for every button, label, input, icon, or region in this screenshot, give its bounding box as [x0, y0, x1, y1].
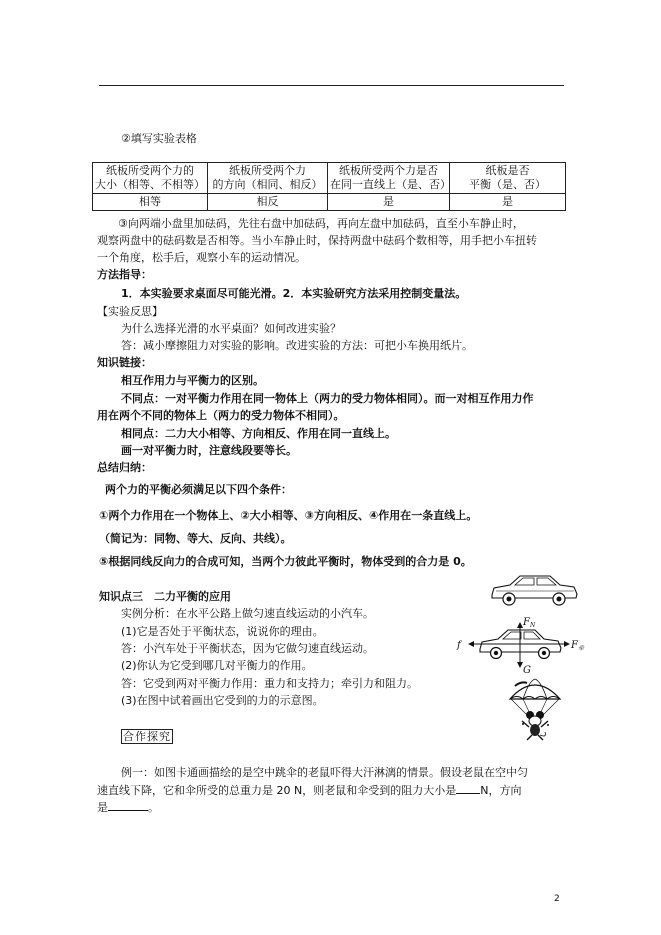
summary-five: ⑤根据同线反向力的合成可知，当两个力彼此平衡时，物体受到的合力是 0。	[99, 555, 472, 568]
force-label-ft: $F_牵$	[571, 640, 584, 652]
table-row	[93, 194, 566, 211]
table-cell: 是	[328, 194, 450, 211]
step3-line: 一个角度，松手后，观察小车的运动情况。	[97, 251, 306, 264]
force-diagram	[455, 615, 585, 675]
table-header-row	[93, 163, 566, 194]
table-cell: 相等	[93, 194, 208, 211]
table-header-cell: 纸板所受两个力 的方向（相同、相反）	[208, 163, 328, 194]
reflection-question: 为什么选择光滑的水平桌面？如何改进实验？	[121, 322, 341, 335]
force-label-f: f	[457, 640, 461, 651]
summary-conditions: ①两个力作用在一个物体上、②大小相等、③方向相反、④作用在一条直线上。	[99, 509, 478, 522]
example-line: 例一：如图卡通画描绘的是空中跳伞的老鼠吓得大汗淋漓的情景。假设老鼠在空中匀	[121, 766, 528, 779]
page-number: 2	[554, 894, 560, 904]
link-title: 知识链接：	[97, 356, 152, 369]
force-label-fn: $F_N$	[523, 617, 536, 629]
answer-blank[interactable]	[108, 810, 148, 811]
kp3-line: 答：小汽车处于平衡状态，因为它做匀速直线运动。	[121, 642, 374, 655]
step3-line: ③向两端小盘里加砝码，先往右盘中加砝码，再向左盘中加砝码，直至小车静止时，	[118, 217, 524, 230]
example-line: 是 。	[97, 801, 159, 814]
method-text: 1．本实验要求桌面尽可能光滑。2．本实验研究方法采用控制变量法。	[121, 287, 467, 300]
example-line: 速直线下降，它和伞所受的总重力是 20 N，则老鼠和伞受到的阻力大小是 N，方向	[97, 784, 522, 797]
table-cell: 是	[450, 194, 566, 211]
reflection-answer: 答：减小摩擦阻力对实验的影响。改进实验的方法：可把小车换用纸片。	[121, 339, 473, 352]
coop-label: 合作探究	[123, 730, 171, 743]
table-cell: 相反	[208, 194, 328, 211]
answer-blank[interactable]	[456, 793, 480, 794]
reflection-title: 【实验反思】	[97, 305, 163, 318]
kp3-title: 知识点三 二力平衡的应用	[99, 590, 231, 603]
force-label-g: G	[523, 665, 531, 675]
summary-note: （简记为：同物、等大、反向、共线）。	[99, 532, 292, 545]
method-title: 方法指导：	[97, 268, 152, 281]
kp3-line: 实例分析：在水平公路上做匀速直线运动的小汽车。	[121, 607, 374, 620]
coop-heading	[121, 729, 173, 744]
table-header-cell: 纸板所受两个力的 大小（相等、不相等）	[93, 163, 208, 194]
kp3-line: (3)在图中试着画出它受到的力的示意图。	[121, 694, 324, 707]
summary-intro: 两个力的平衡必须满足以下四个条件：	[105, 483, 292, 496]
header-rule	[99, 85, 564, 86]
table-header-cell: 纸板所受两个力是否 在同一直线上（是、否）	[328, 163, 450, 194]
difference-line: 用在两个不同的物体上（两力的受力物体不相同）。	[97, 409, 345, 422]
kp3-line: (1)它是否处于平衡状态，说说你的理由。	[121, 625, 324, 638]
car-illustration	[488, 573, 580, 607]
fill-table-title: ②填写实验表格	[121, 132, 197, 145]
summary-title: 总结归纳：	[97, 461, 152, 474]
draw-tip: 画一对平衡力时，注意线段要等长。	[121, 444, 297, 457]
link-subtitle: 相互作用力与平衡力的区别。	[121, 374, 264, 387]
kp3-line: 答：它受到两对平衡力作用：重力和支持力；牵引力和阻力。	[121, 677, 418, 690]
parachute-mouse-cartoon	[507, 677, 563, 741]
kp3-line: (2)你认为它受到哪几对平衡力的作用。	[121, 659, 313, 672]
same-line: 相同点：二力大小相等、方向相反、作用在同一直线上。	[121, 427, 396, 440]
table-header-cell: 纸板是否 平衡（是、否）	[450, 163, 566, 194]
difference-line: 不同点：一对平衡力作用在同一物体上（两力的受力物体相同）。而一对相互作用力作	[121, 392, 534, 405]
step3-line: 观察两盘中的砝码数是否相等。当小车静止时，保持两盘中砝码个数相等，用手把小车扭转	[97, 234, 537, 247]
experiment-table	[92, 162, 566, 211]
